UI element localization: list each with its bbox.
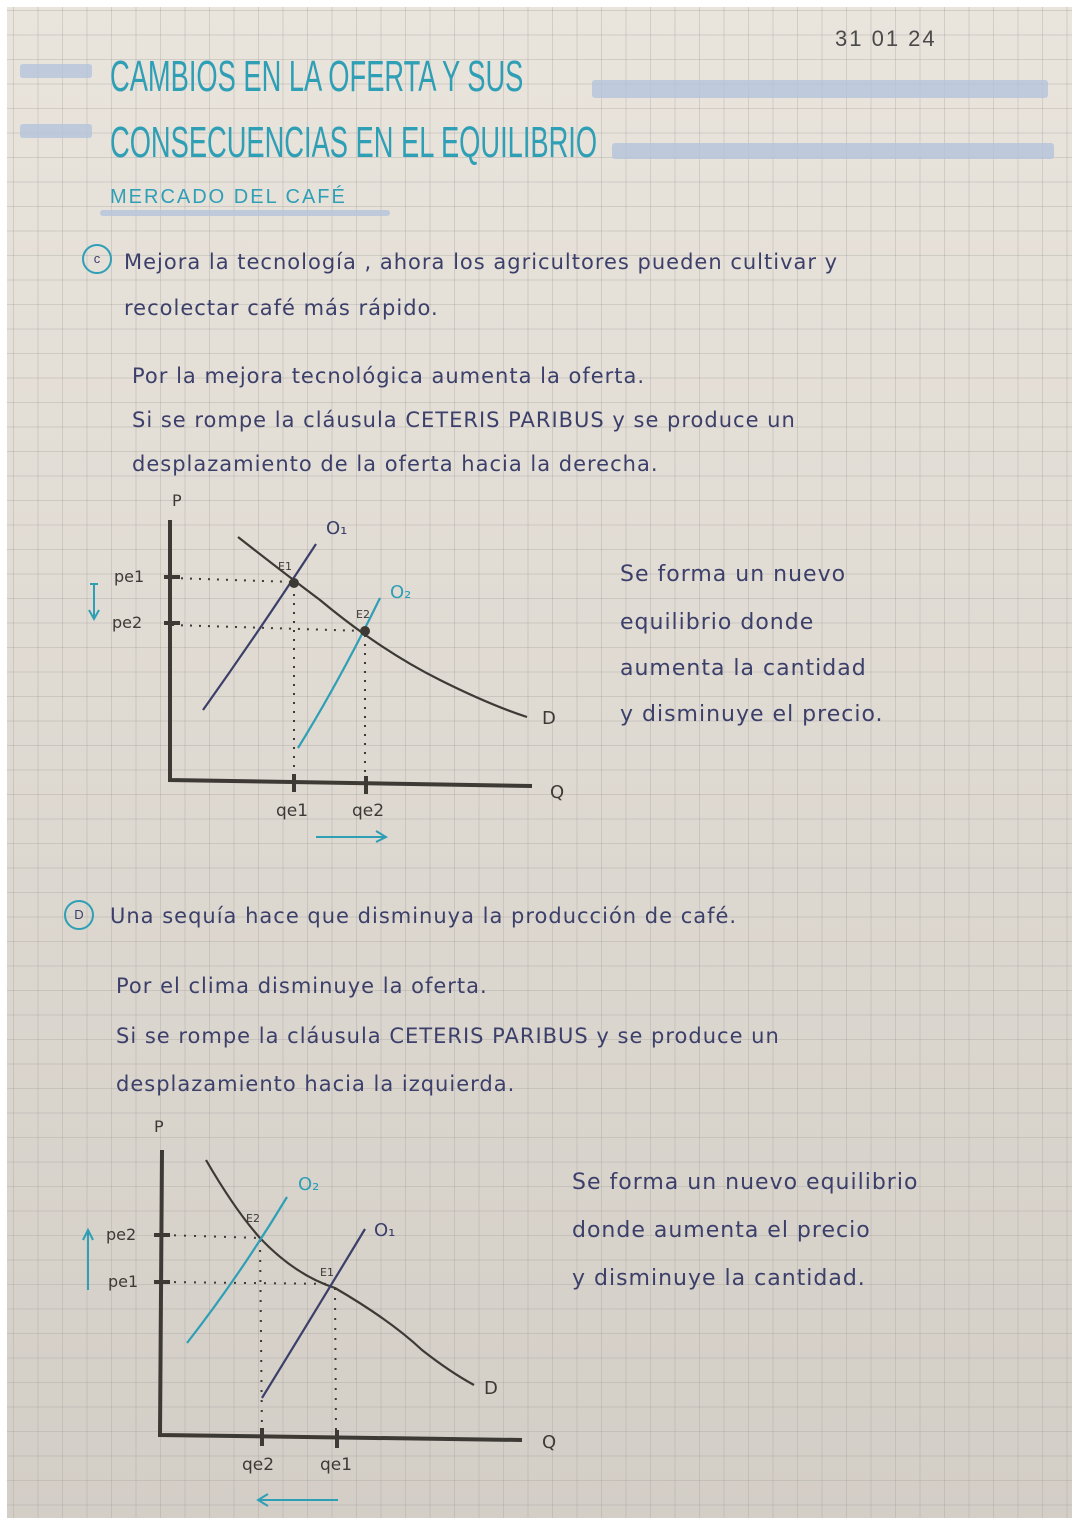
svg-text:pe2: pe2 — [106, 1225, 137, 1244]
subtitle-underline — [100, 210, 390, 216]
section-c-conclusion-3: aumenta la cantidad — [620, 656, 867, 681]
section-c-line-2: recolectar café más rápido. — [124, 296, 439, 320]
svg-text:E1: E1 — [320, 1266, 334, 1279]
svg-text:qe1: qe1 — [276, 801, 309, 821]
price-down-arrow-icon — [89, 584, 99, 619]
graph-d-o1-label: O₁ — [374, 1220, 396, 1241]
svg-text:qe2: qe2 — [352, 801, 385, 821]
highlight-right-1 — [592, 80, 1048, 98]
svg-text:E2: E2 — [356, 608, 370, 621]
highlight-right-2 — [612, 143, 1054, 159]
graph-c-p-axis-label: P — [172, 491, 182, 510]
section-c-line-1: Mejora la tecnología , ahora los agricultores pueden cultivar y — [124, 250, 839, 274]
graph-c-e2-point — [360, 626, 370, 636]
date: 31 01 24 — [835, 26, 937, 51]
highlight-left-1 — [20, 64, 92, 78]
section-c-para-1: Por la mejora tecnológica aumenta la oferta. — [132, 364, 646, 388]
svg-text:E2: E2 — [246, 1212, 260, 1225]
graph-d-o2-label: O₂ — [298, 1174, 320, 1195]
quantity-right-arrow-icon — [316, 831, 386, 842]
graph-c-supply-o1 — [203, 544, 316, 710]
section-c-conclusion-2: equilibrio donde — [620, 610, 815, 635]
section-c-conclusion-1: Se forma un nuevo — [620, 562, 847, 587]
section-d-conclusion-1: Se forma un nuevo equilibrio — [572, 1170, 919, 1195]
title-line-2: CONSECUENCIAS EN EL EQUILIBRIO — [110, 118, 598, 167]
section-c-marker: c — [82, 244, 112, 274]
svg-text:Q: Q — [542, 1432, 557, 1453]
section-c-conclusion-4: y disminuye el precio. — [620, 702, 884, 727]
section-d-para-3: desplazamiento hacia la izquierda. — [116, 1072, 516, 1096]
section-d-conclusion-3: y disminuye la cantidad. — [572, 1266, 866, 1291]
svg-text:pe1: pe1 — [108, 1272, 139, 1291]
section-c-para-3: desplazamiento de la oferta hacia la derecha. — [132, 452, 659, 476]
graph-c-o1-label: O₁ — [326, 518, 348, 539]
svg-text:qe2: qe2 — [242, 1455, 275, 1475]
title-line-1: CAMBIOS EN LA OFERTA Y SUS — [110, 52, 524, 101]
section-d-marker: D — [64, 900, 94, 930]
svg-text:qe1: qe1 — [320, 1455, 353, 1475]
section-d-conclusion-2: donde aumenta el precio — [572, 1218, 871, 1243]
section-d-para-1: Por el clima disminuye la oferta. — [116, 974, 488, 998]
quantity-left-arrow-icon — [258, 1494, 338, 1506]
svg-text:pe2: pe2 — [112, 613, 143, 632]
graph-d-axes — [160, 1150, 522, 1440]
graph-c-q-axis-label: Q — [550, 782, 565, 803]
supply-decrease-graph — [70, 1110, 590, 1520]
price-up-arrow-icon — [83, 1230, 93, 1290]
section-d-line-1: Una sequía hace que disminuya la producción de café. — [110, 904, 738, 928]
graph-c-e1-point — [289, 578, 299, 588]
svg-text:E1: E1 — [278, 560, 292, 573]
highlight-left-2 — [20, 124, 92, 138]
subtitle: MERCADO DEL CAFÉ — [110, 186, 347, 208]
svg-text:P: P — [154, 1117, 164, 1136]
graph-c-o2-label: O₂ — [390, 582, 412, 603]
svg-text:pe1: pe1 — [114, 567, 145, 586]
graph-c-demand-label: D — [542, 708, 556, 729]
graph-d-demand-curve — [206, 1160, 474, 1385]
graph-d-supply-o2 — [187, 1197, 287, 1343]
section-c-para-2: Si se rompe la cláusula CETERIS PARIBUS y se produce un — [132, 408, 796, 432]
supply-increase-graph — [80, 480, 600, 860]
graph-d-demand-label: D — [484, 1378, 498, 1399]
section-d-para-2: Si se rompe la cláusula CETERIS PARIBUS y se produce un — [116, 1024, 780, 1048]
